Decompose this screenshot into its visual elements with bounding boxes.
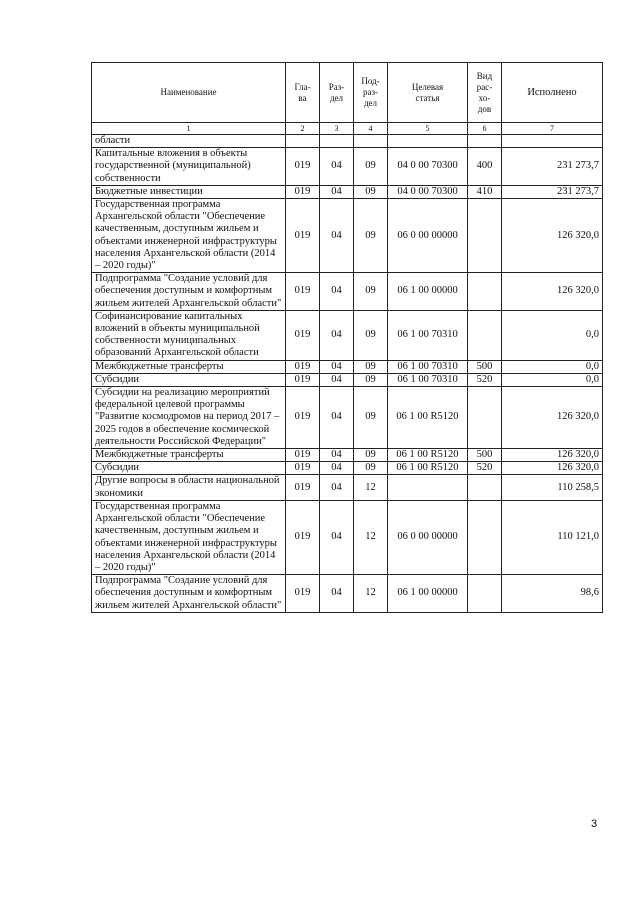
cell-statya	[388, 135, 468, 148]
table-row	[92, 273, 603, 311]
cell-glava: 019	[286, 475, 320, 500]
cell-name: Подпрограмма "Создание условий для обеспечения доступным и комфортным жильем жителей Архангельской области"	[92, 273, 286, 311]
cell-razdel: 04	[320, 310, 354, 360]
cell-glava: 019	[286, 360, 320, 373]
cell-amount: 231 273,7	[502, 185, 603, 198]
cell-vid: 520	[468, 462, 502, 475]
table-row	[92, 360, 603, 373]
cell-vid	[468, 135, 502, 148]
cell-name: Другие вопросы в области национальной экономики	[92, 475, 286, 500]
cell-name: области	[92, 135, 286, 148]
cell-statya: 06 0 00 00000	[388, 500, 468, 574]
cell-razdel: 04	[320, 575, 354, 613]
budget-table	[91, 62, 603, 613]
cell-statya: 06 1 00 R5120	[388, 387, 468, 449]
cell-vid	[468, 475, 502, 500]
table-row	[92, 148, 603, 186]
cell-statya: 04 0 00 70300	[388, 185, 468, 198]
cell-name: Государственная программа Архангельской области "Обеспечение качественным, доступным жильем и объектами инженерной инфраструктуры населения Архангельской области (2014 – 2020 годы)"	[92, 199, 286, 273]
col-number: 2	[286, 123, 320, 135]
cell-razdel	[320, 135, 354, 148]
cell-glava: 019	[286, 185, 320, 198]
cell-amount: 231 273,7	[502, 148, 603, 186]
cell-name: Межбюджетные трансферты	[92, 360, 286, 373]
table-row	[92, 462, 603, 475]
cell-podrazdel: 12	[354, 475, 388, 500]
cell-podrazdel: 09	[354, 387, 388, 449]
col-header-glava: Гла- ва	[286, 63, 320, 123]
cell-glava: 019	[286, 387, 320, 449]
col-header-name: Наименование	[92, 63, 286, 123]
cell-statya: 06 1 00 70310	[388, 360, 468, 373]
header-row	[92, 63, 603, 123]
cell-podrazdel	[354, 135, 388, 148]
cell-podrazdel: 09	[354, 310, 388, 360]
cell-amount: 126 320,0	[502, 273, 603, 311]
cell-vid: 500	[468, 360, 502, 373]
cell-razdel: 04	[320, 360, 354, 373]
cell-razdel: 04	[320, 500, 354, 574]
cell-glava: 019	[286, 273, 320, 311]
cell-vid	[468, 199, 502, 273]
cell-vid	[468, 273, 502, 311]
table-row	[92, 575, 603, 613]
col-number: 3	[320, 123, 354, 135]
table-row	[92, 475, 603, 500]
cell-glava: 019	[286, 575, 320, 613]
cell-statya: 04 0 00 70300	[388, 148, 468, 186]
cell-podrazdel: 12	[354, 500, 388, 574]
cell-statya: 06 1 00 70310	[388, 373, 468, 386]
cell-vid: 410	[468, 185, 502, 198]
cell-podrazdel: 09	[354, 199, 388, 273]
cell-statya: 06 1 00 R5120	[388, 462, 468, 475]
cell-razdel: 04	[320, 199, 354, 273]
cell-statya: 06 0 00 00000	[388, 199, 468, 273]
cell-amount: 110 121,0	[502, 500, 603, 574]
cell-razdel: 04	[320, 449, 354, 462]
cell-amount: 0,0	[502, 360, 603, 373]
table-row	[92, 387, 603, 449]
column-number-row	[92, 123, 603, 135]
cell-name: Капитальные вложения в объекты государственной (муниципальной) собственности	[92, 148, 286, 186]
cell-vid	[468, 310, 502, 360]
col-number: 4	[354, 123, 388, 135]
page-number: 3	[591, 818, 598, 830]
col-header-vid: Вид рас- хо- дов	[468, 63, 502, 123]
col-header-statya: Целевая статья	[388, 63, 468, 123]
cell-glava: 019	[286, 500, 320, 574]
cell-razdel: 04	[320, 475, 354, 500]
cell-amount: 126 320,0	[502, 462, 603, 475]
cell-name: Субсидии	[92, 373, 286, 386]
cell-razdel: 04	[320, 387, 354, 449]
cell-glava: 019	[286, 310, 320, 360]
cell-podrazdel: 09	[354, 373, 388, 386]
cell-vid	[468, 500, 502, 574]
cell-glava: 019	[286, 148, 320, 186]
table-body	[92, 135, 603, 613]
cell-razdel: 04	[320, 462, 354, 475]
cell-razdel: 04	[320, 373, 354, 386]
cell-amount: 0,0	[502, 310, 603, 360]
cell-amount: 126 320,0	[502, 449, 603, 462]
col-number: 5	[388, 123, 468, 135]
table-row	[92, 500, 603, 574]
cell-glava: 019	[286, 373, 320, 386]
cell-name: Субсидии	[92, 462, 286, 475]
table-row	[92, 199, 603, 273]
cell-glava: 019	[286, 449, 320, 462]
cell-podrazdel: 09	[354, 360, 388, 373]
cell-razdel: 04	[320, 273, 354, 311]
cell-name: Государственная программа Архангельской области "Обеспечение качественным, доступным жильем и объектами инженерной инфраструктуры населения Архангельской области (2014 – 2020 годы)"	[92, 500, 286, 574]
col-number: 1	[92, 123, 286, 135]
cell-amount: 110 258,5	[502, 475, 603, 500]
cell-name: Межбюджетные трансферты	[92, 449, 286, 462]
cell-vid: 500	[468, 449, 502, 462]
table-row	[92, 449, 603, 462]
col-number: 7	[502, 123, 603, 135]
cell-podrazdel: 09	[354, 185, 388, 198]
table-row	[92, 135, 603, 148]
cell-statya	[388, 475, 468, 500]
cell-glava: 019	[286, 462, 320, 475]
cell-name: Софинансирование капитальных вложений в объекты муниципальной собственности муниципальных образований Архангельской области	[92, 310, 286, 360]
cell-razdel: 04	[320, 185, 354, 198]
col-header-podrazdel: Под- раз- дел	[354, 63, 388, 123]
cell-name: Подпрограмма "Создание условий для обеспечения доступным и комфортным жильем жителей Архангельской области"	[92, 575, 286, 613]
cell-amount: 0,0	[502, 373, 603, 386]
cell-statya: 06 1 00 00000	[388, 575, 468, 613]
table-row	[92, 310, 603, 360]
cell-razdel: 04	[320, 148, 354, 186]
cell-amount: 126 320,0	[502, 199, 603, 273]
cell-statya: 06 1 00 70310	[388, 310, 468, 360]
col-header-amount: Исполнено	[502, 63, 603, 123]
cell-amount: 126 320,0	[502, 387, 603, 449]
cell-vid	[468, 387, 502, 449]
cell-name: Бюджетные инвестиции	[92, 185, 286, 198]
cell-vid: 400	[468, 148, 502, 186]
cell-vid	[468, 575, 502, 613]
cell-podrazdel: 09	[354, 273, 388, 311]
cell-podrazdel: 09	[354, 462, 388, 475]
cell-name: Субсидии на реализацию мероприятий федеральной целевой программы "Развитие космодромов на период 2017 – 2025 годов в обеспечение космической деятельности Российской Федерации"	[92, 387, 286, 449]
cell-statya: 06 1 00 R5120	[388, 449, 468, 462]
col-number: 6	[468, 123, 502, 135]
cell-podrazdel: 09	[354, 148, 388, 186]
cell-vid: 520	[468, 373, 502, 386]
cell-glava	[286, 135, 320, 148]
table-row	[92, 373, 603, 386]
cell-statya: 06 1 00 00000	[388, 273, 468, 311]
cell-podrazdel: 12	[354, 575, 388, 613]
table-row	[92, 185, 603, 198]
cell-amount: 98,6	[502, 575, 603, 613]
cell-podrazdel: 09	[354, 449, 388, 462]
col-header-razdel: Раз- дел	[320, 63, 354, 123]
cell-amount	[502, 135, 603, 148]
cell-glava: 019	[286, 199, 320, 273]
